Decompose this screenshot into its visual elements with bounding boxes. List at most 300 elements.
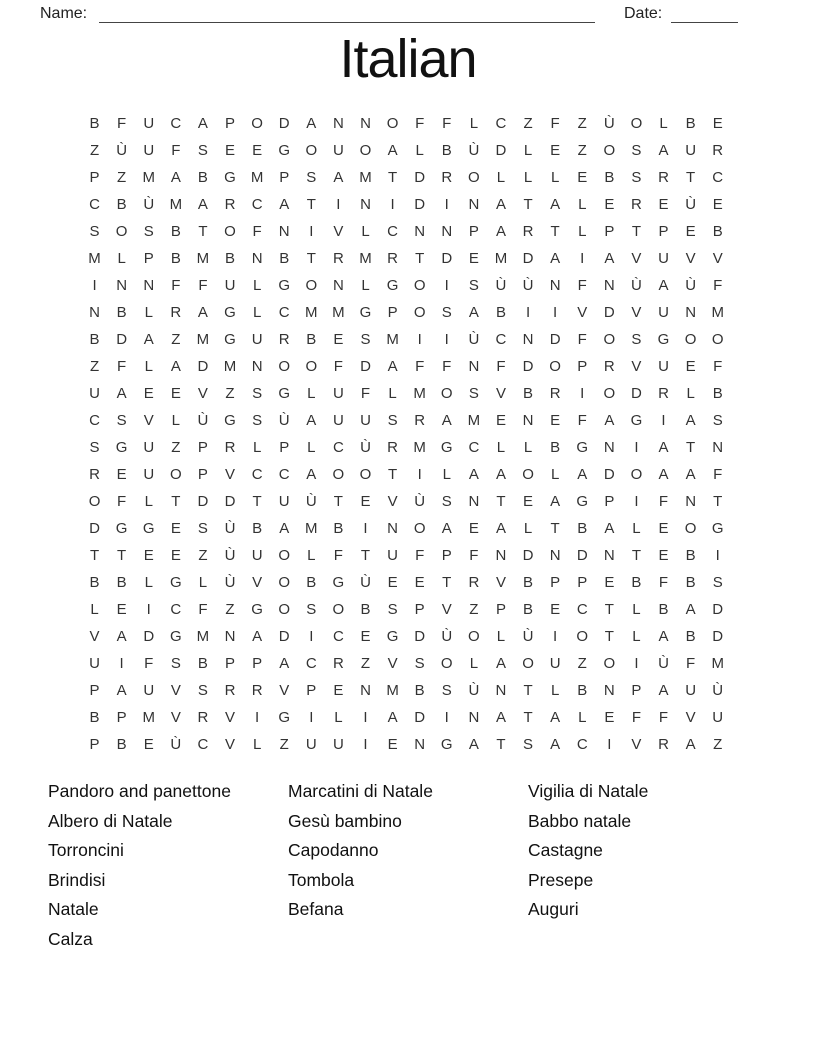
grid-letter: T [89,547,100,564]
grid-letter: C [332,628,344,645]
grid-letter: S [468,277,479,294]
grid-letter: L [442,466,451,483]
grid-letter: O [440,655,453,672]
grid-letter: N [468,709,480,726]
grid-letter: C [495,115,507,132]
word-list-item: Befana [288,899,344,920]
grid-letter: Ù [360,574,371,591]
grid-letter: I [580,385,585,402]
grid-letter: B [333,520,344,537]
grid-letter: B [523,574,534,591]
grid-letter: U [143,142,155,159]
grid-letter: A [170,358,181,375]
grid-letter: D [414,169,426,186]
grid-letter: I [634,439,639,456]
grid-letter: F [415,358,425,375]
grid-letter: T [496,493,506,510]
grid-letter: A [116,682,127,699]
grid-letter: V [577,304,588,321]
grid-letter: G [359,304,372,321]
grid-letter: F [171,142,181,159]
grid-letter: B [495,304,506,321]
grid-letter: L [496,169,506,186]
grid-letter: B [306,331,317,348]
grid-letter: O [603,331,616,348]
grid-letter: O [549,358,561,375]
grid-letter: R [387,250,398,267]
grid-letter: Ù [414,493,426,510]
grid-letter: L [171,412,180,429]
grid-letter: P [604,223,615,240]
grid-letter: O [522,655,534,672]
grid-letter: I [309,709,314,726]
grid-letter: C [170,601,182,618]
grid-letter: A [143,331,154,348]
grid-letter: L [144,493,153,510]
grid-letter: O [305,358,318,375]
grid-letter: D [603,466,615,483]
grid-letter: B [577,682,588,699]
grid-letter: S [197,520,208,537]
grid-letter: N [224,628,236,645]
grid-letter: B [89,709,100,726]
word-list-item: Calza [48,928,93,949]
grid-letter: P [197,466,208,483]
grid-letter: O [115,223,128,240]
grid-letter: Ù [522,628,534,645]
grid-letter: F [171,277,181,294]
grid-letter: V [387,655,398,672]
grid-letter: L [117,250,126,267]
grid-letter: N [360,115,371,132]
grid-letter: E [360,493,371,510]
grid-letter: G [576,439,589,456]
grid-letter: O [603,655,616,672]
grid-letter: P [495,601,506,618]
grid-letter: N [603,439,615,456]
grid-letter: U [305,736,317,753]
grid-letter: O [576,628,589,645]
grid-letter: V [685,709,696,726]
grid-letter: U [685,682,697,699]
grid-letter: N [468,196,480,213]
grid-letter: D [522,358,534,375]
grid-letter: P [441,547,452,564]
grid-letter: A [441,412,452,429]
grid-letter: A [306,466,317,483]
grid-letter: M [169,196,183,213]
grid-letter: A [577,466,588,483]
grid-letter: G [224,412,236,429]
grid-letter: A [387,709,398,726]
grid-letter: Z [469,601,479,618]
grid-letter: F [713,277,723,294]
grid-letter: F [117,493,127,510]
grid-letter: Z [171,439,181,456]
word-list-item: Marcatini di Natale [288,781,433,801]
grid-letter: E [143,736,154,753]
grid-letter: Z [577,142,587,159]
grid-letter: P [604,493,615,510]
grid-letter: F [442,358,452,375]
grid-letter: E [468,520,479,537]
grid-letter: O [305,142,318,159]
grid-letter: B [685,115,696,132]
grid-letter: V [441,601,452,618]
grid-letter: V [387,493,398,510]
grid-letter: B [252,520,263,537]
grid-letter: E [550,601,561,618]
grid-letter: N [89,304,100,321]
grid-letter: L [415,142,424,159]
grid-letter: F [550,115,560,132]
grid-letter: M [196,331,210,348]
grid-letter: D [414,709,426,726]
grid-letter: U [658,358,669,375]
grid-letter: F [198,277,208,294]
grid-letter: O [278,574,291,591]
grid-letter: L [550,682,560,699]
grid-letter: P [306,682,317,699]
grid-letter: V [170,709,181,726]
grid-letter: M [250,169,264,186]
grid-letter: M [711,304,724,321]
grid-letter: D [549,331,561,348]
grid-letter: B [170,223,181,240]
grid-letter: N [603,547,615,564]
grid-letter: T [550,520,560,537]
grid-letter: F [415,547,425,564]
grid-letter: O [332,466,345,483]
grid-letter: T [604,628,614,645]
grid-letter: L [578,196,587,213]
grid-letter: P [116,709,127,726]
grid-letter: P [197,439,208,456]
grid-letter: U [332,736,344,753]
grid-letter: A [468,304,479,321]
grid-letter: C [468,439,480,456]
grid-letter: B [658,601,669,618]
grid-letter: I [363,520,368,537]
grid-letter: B [116,574,127,591]
grid-letter: Ù [468,331,480,348]
grid-letter: S [712,412,723,429]
grid-letter: F [360,385,371,402]
grid-letter: L [252,736,262,753]
grid-letter: G [657,331,670,348]
grid-letter: E [550,412,561,429]
grid-letter: A [252,628,263,645]
grid-letter: L [523,439,533,456]
grid-letter: T [171,493,181,510]
date-label: Date: [624,5,663,22]
grid-letter: E [577,169,588,186]
grid-letter: O [413,277,426,294]
grid-letter: O [603,385,616,402]
grid-letter: Ù [685,277,697,294]
grid-letter: R [224,439,236,456]
word-list-item: Vigilia di Natale [528,781,649,801]
grid-letter: Z [523,115,533,132]
grid-letter: E [523,493,534,510]
grid-letter: S [712,574,723,591]
grid-letter: D [441,250,453,267]
word-list-item: Albero di Natale [48,810,173,831]
grid-letter: I [363,736,368,753]
grid-letter: E [170,547,181,564]
grid-letter: V [631,304,642,321]
grid-letter: L [252,304,262,321]
grid-letter: F [631,709,641,726]
grid-letter: N [603,277,615,294]
grid-letter: S [360,331,371,348]
grid-letter: V [279,682,290,699]
word-list-item: Natale [48,899,99,920]
grid-letter: A [333,169,344,186]
grid-letter: L [361,223,370,240]
grid-letter: Ù [468,142,480,159]
grid-letter: Ù [522,277,534,294]
grid-letter: R [658,385,669,402]
grid-letter: P [252,655,263,672]
word-list-item: Pandoro and panettone [48,781,231,801]
grid-letter: T [360,547,371,564]
grid-letter: T [713,493,723,510]
grid-letter: L [686,385,695,402]
grid-letter: R [522,223,534,240]
grid-letter: Ù [468,682,480,699]
grid-letter: U [332,385,344,402]
grid-letter: L [496,439,506,456]
grid-letter: Z [713,736,723,753]
grid-letter: L [523,520,533,537]
grid-letter: U [658,250,669,267]
grid-letter: V [685,250,696,267]
grid-letter: N [441,223,453,240]
grid-letter: D [495,142,507,159]
grid-letter: S [89,439,100,456]
grid-letter: R [224,196,236,213]
grid-letter: A [116,628,127,645]
grid-letter: L [578,223,587,240]
grid-letter: Z [577,655,587,672]
grid-letter: S [197,682,208,699]
grid-letter: C [89,412,100,429]
grid-letter: O [278,601,291,618]
grid-letter: A [604,520,615,537]
grid-letter: R [197,709,209,726]
grid-letter: G [169,628,182,645]
grid-letter: N [549,277,561,294]
grid-letter: S [414,655,425,672]
grid-letter: A [197,304,208,321]
grid-letter: F [658,574,669,591]
grid-letter: A [279,520,290,537]
grid-letter: L [252,439,262,456]
grid-letter: A [468,466,479,483]
grid-letter: Ù [278,412,290,429]
grid-letter: V [631,250,642,267]
grid-letter: I [444,709,449,726]
grid-letter: L [361,277,370,294]
puzzle-title: Italian [339,29,477,89]
grid-letter: U [224,277,236,294]
grid-letter: I [661,412,666,429]
grid-letter: O [684,331,697,348]
grid-letter: G [224,331,236,348]
grid-letter: A [495,709,506,726]
grid-letter: R [658,169,669,186]
grid-letter: E [685,358,696,375]
grid-letter: T [523,682,533,699]
grid-letter: O [603,142,616,159]
grid-letter: Z [117,169,127,186]
grid-letter: A [495,223,506,240]
grid-letter: O [386,115,399,132]
grid-letter: N [116,277,128,294]
grid-letter: I [309,223,314,240]
grid-letter: M [142,709,155,726]
grid-letter: N [278,223,290,240]
grid-letter: O [684,520,697,537]
grid-letter: C [576,736,588,753]
grid-letter: P [89,736,100,753]
grid-letter: T [198,223,208,240]
grid-letter: P [279,439,290,456]
grid-letter: C [387,223,398,240]
grid-letter: M [386,331,399,348]
grid-letter: L [632,601,641,618]
grid-letter: B [279,250,290,267]
grid-letter: B [89,574,100,591]
grid-letter: Ù [441,628,453,645]
grid-letter: Ù [305,493,317,510]
grid-letter: L [307,547,316,564]
grid-letter: E [604,574,615,591]
grid-letter: M [413,385,426,402]
grid-letter: B [89,331,100,348]
grid-letter: R [658,736,669,753]
grid-letter: L [90,601,99,618]
grid-letter: E [658,520,669,537]
grid-letter: E [143,385,154,402]
grid-letter: S [441,304,452,321]
grid-letter: N [360,196,371,213]
grid-letter: A [685,601,696,618]
grid-letter: T [387,169,398,186]
grid-letter: V [712,250,723,267]
grid-letter: O [251,115,263,132]
grid-letter: L [659,115,668,132]
grid-letter: I [607,736,612,753]
grid-letter: M [359,169,372,186]
grid-letter: Ù [685,196,697,213]
grid-letter: S [170,655,181,672]
grid-letter: V [333,223,344,240]
grid-letter: T [306,250,316,267]
grid-letter: T [306,196,316,213]
grid-letter: B [414,682,425,699]
grid-letter: A [306,412,317,429]
grid-letter: G [278,277,291,294]
grid-letter: T [550,223,560,240]
grid-letter: V [197,385,208,402]
grid-letter: M [305,520,318,537]
grid-letter: A [604,412,615,429]
grid-letter: L [144,304,153,321]
grid-letter: D [522,250,534,267]
grid-letter: A [279,196,290,213]
grid-letter: E [225,142,236,159]
grid-letter: G [440,439,453,456]
grid-letter: C [251,196,263,213]
grid-letter: Ù [224,574,236,591]
grid-letter: A [658,142,669,159]
word-list-item: Torroncini [48,840,124,861]
grid-letter: B [523,385,534,402]
date-blank-line [671,2,738,23]
grid-letter: R [251,682,263,699]
grid-letter: A [170,169,181,186]
grid-letter: L [632,520,641,537]
grid-letter: T [523,709,533,726]
grid-letter: O [278,547,291,564]
grid-letter: O [630,115,643,132]
grid-letter: S [387,601,398,618]
grid-letter: L [252,277,262,294]
grid-letter: I [363,709,368,726]
grid-letter: P [225,655,236,672]
grid-letter: N [387,520,398,537]
grid-letter: S [441,493,452,510]
grid-letter: L [550,466,560,483]
grid-letter: V [495,385,506,402]
grid-letter: E [658,547,669,564]
word-list [48,777,768,955]
grid-letter: L [632,628,641,645]
grid-letter: I [525,304,531,321]
grid-letter: N [468,493,480,510]
grid-letter: A [387,142,398,159]
grid-letter: Z [225,385,235,402]
grid-letter: T [496,736,506,753]
grid-letter: D [224,493,236,510]
grid-letter: P [225,115,236,132]
grid-letter: Z [577,115,587,132]
grid-letter: C [197,736,209,753]
grid-letter: A [306,115,317,132]
grid-letter: P [89,169,100,186]
grid-letter: L [388,385,397,402]
grid-letter: G [278,709,291,726]
grid-letter: U [251,331,263,348]
grid-letter: T [415,250,425,267]
grid-letter: D [414,196,426,213]
grid-letter: F [117,358,127,375]
grid-letter: S [387,412,398,429]
grid-letter: Ù [360,439,371,456]
word-list-item: Brindisi [48,869,106,890]
grid-letter: P [143,250,154,267]
grid-letter: T [604,601,614,618]
grid-letter: R [278,331,290,348]
grid-letter: R [603,358,615,375]
grid-letter: C [278,304,290,321]
grid-letter: E [685,223,696,240]
grid-letter: M [467,412,481,429]
grid-letter: L [198,574,208,591]
grid-letter: S [523,736,534,753]
